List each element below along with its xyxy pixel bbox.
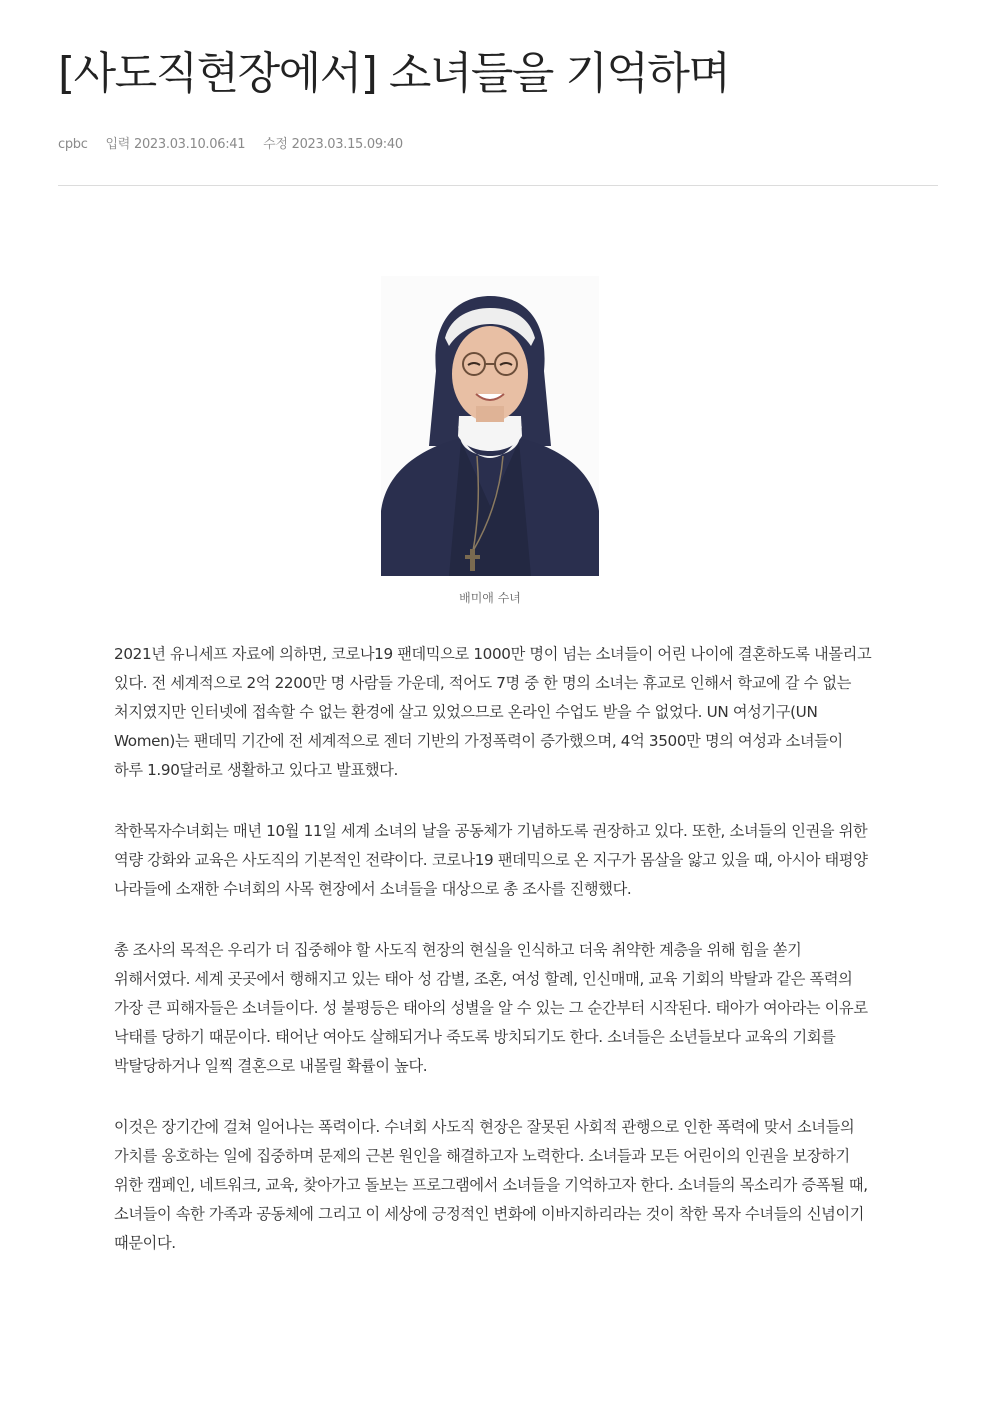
body-paragraph: 2021년 유니세프 자료에 의하면, 코로나19 팬데믹으로 1000만 명이 넘는 소녀들이 어린 나이에 결혼하도록 내몰리고 있다. 전 세계적으로 2억 2200만 명 사람들 가운데, 적어도 7명 중 한 명의 소녀는 휴교로 인해서 학교에 갈 수 없는 처지였지만 인터넷에 접속할 수 없는 환경에 살고 있었으므로 온라인 수업도 받을 수 없었다. UN 여성기구(UN Women)는 팬데믹 기간에 전 세계적으로 젠더 기반의 가정폭력이 증가했으며, 4억 3500만 명의 여성과 소녀들이 하루 1.90달러로 생활하고 있다고 발표했다.: [114, 645, 872, 779]
cross-icon: [470, 549, 475, 571]
photo-caption: 배미애 수녀: [459, 591, 521, 605]
body-paragraph: 착한목자수녀회는 매년 10월 11일 세계 소녀의 날을 공동체가 기념하도록 권장하고 있다. 또한, 소녀들의 인권을 위한 역량 강화와 교육은 사도직의 기본적인 전략이다. 코로나19 팬데믹으로 온 지구가 몸살을 앓고 있을 때, 아시아 태평양 나라들에 소재한 수녀회의 사목 현장에서 소녀들을 대상으로 총 조사를 진행했다.: [114, 822, 868, 898]
source-label: cpbc: [58, 137, 88, 152]
portrait-illustration: [381, 276, 599, 576]
article-photo: [381, 276, 599, 576]
modified-label: 수정: [263, 137, 288, 152]
modified-time: 2023.03.15.09:40: [291, 137, 403, 152]
article-meta: [58, 136, 417, 154]
input-time: 2023.03.10.06:41: [133, 137, 246, 152]
input-label: 입력: [105, 137, 130, 152]
header-divider: [58, 185, 938, 186]
article-title: [사도직현장에서] 소녀들을 기억하며: [58, 48, 730, 99]
article-body: [114, 640, 874, 1290]
body-paragraph: 이것은 장기간에 걸쳐 일어나는 폭력이다. 수녀회 사도직 현장은 잘못된 사회적 관행으로 인한 폭력에 맞서 소녀들의 가치를 옹호하는 일에 집중하며 문제의 근본 원인을 해결하고자 노력한다. 소녀들과 모든 어린이의 인권을 보장하기 위한 캠페인, 네트워크, 교육, 찾아가고 돌보는 프로그램에서 소녀들을 기억하고자 한다. 소녀들의 목소리가 증폭될 때, 소녀들이 속한 가족과 공동체에 그리고 이 세상에 긍정적인 변화에 이바지하리라는 것이 착한 목자 수녀들의 신념이기 때문이다.: [114, 1118, 868, 1252]
body-paragraph: 총 조사의 목적은 우리가 더 집중해야 할 사도직 현장의 현실을 인식하고 더욱 취약한 계층을 위해 힘을 쏟기 위해서였다. 세계 곳곳에서 행해지고 있는 태아 성 감별, 조혼, 여성 할례, 인신매매, 교육 기회의 박탈과 같은 폭력의 가장 큰 피해자들은 소녀들이다. 성 불평등은 태아의 성별을 알 수 있는 그 순간부터 시작된다. 태아가 여아라는 이유로 낙태를 당하기 때문이다. 태어난 여아도 살해되거나 죽도록 방치되기도 한다. 소녀들은 소년들보다 교육의 기회를 박탈당하거나 일찍 결혼으로 내몰릴 확률이 높다.: [114, 941, 868, 1075]
